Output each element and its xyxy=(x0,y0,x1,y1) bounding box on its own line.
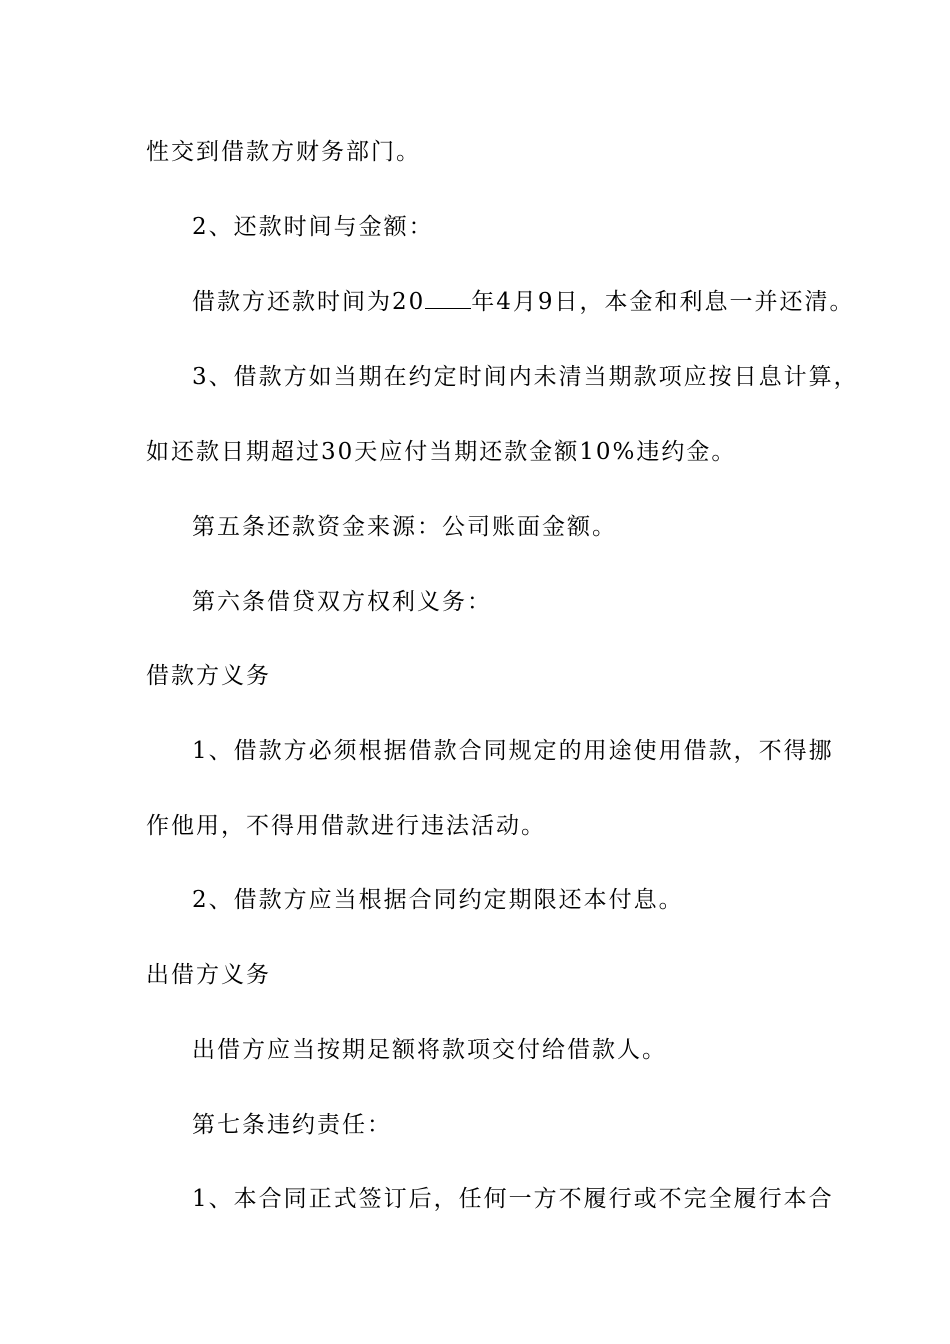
text-line: 2、借款方应当根据合同约定期限还本付息。 xyxy=(192,887,684,913)
fill-in-blank xyxy=(425,288,471,309)
text-line: 1、借款方必须根据借款合同规定的用途使用借款，不得挪 xyxy=(192,738,834,764)
text-line: 作他用，不得用借款进行违法活动。 xyxy=(146,813,546,839)
text-line: 第六条借贷双方权利义务： xyxy=(192,589,492,615)
text-line: 3、借款方如当期在约定时间内未清当期款项应按日息计算， xyxy=(192,364,859,390)
text-line: 1、本合同正式签订后，任何一方不履行或不完全履行本合 xyxy=(192,1186,834,1212)
text-segment: 借款方还款时间为20 xyxy=(192,289,426,315)
text-line: 出借方义务 xyxy=(146,962,271,988)
text-line: 性交到借款方财务部门。 xyxy=(146,139,421,165)
text-line: 出借方应当按期足额将款项交付给借款人。 xyxy=(192,1037,667,1063)
text-line: 2、还款时间与金额： xyxy=(192,214,434,240)
text-segment: 年4月9日，本金和利息一并还清。 xyxy=(471,289,855,315)
text-line: 借款方义务 xyxy=(146,663,271,689)
text-line: 第七条违约责任： xyxy=(192,1112,392,1138)
text-line xyxy=(192,287,855,317)
text-line: 如还款日期超过30天应付当期还款金额10%违约金。 xyxy=(146,439,737,465)
text-line: 第五条还款资金来源：公司账面金额。 xyxy=(192,514,617,540)
